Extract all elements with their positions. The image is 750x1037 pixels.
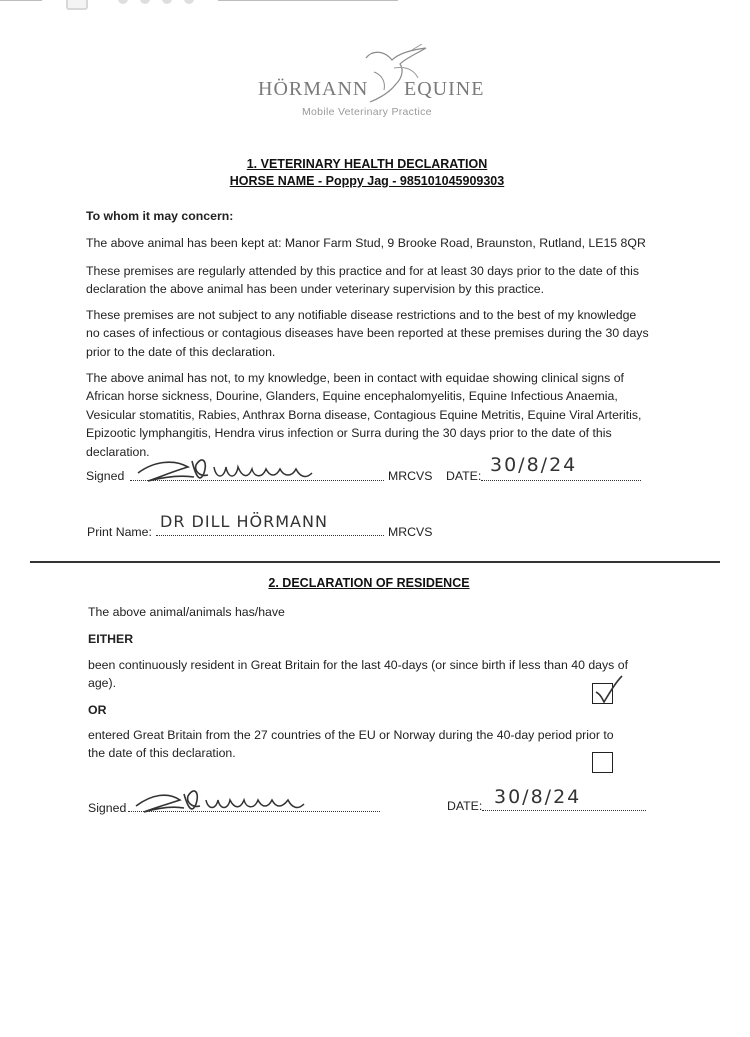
paragraph-contact-equidae: The above animal has not, to my knowledge, been in contact with equidae showing clinical signs of African horse sickness, Dourine, Glanders, Equine encephalomyelitis, Equine Infectious Anaemia, Vesicular stomatitis, Rabies, Anthrax Borna disease, Contagious Equine Metritis, Equine Viral Arteritis, Epizootic lymphangitis, Hendra virus infection or Surra during the 30 days prior to the date of this declaration. xyxy=(86,371,642,459)
print-name-line xyxy=(156,535,384,536)
signed-label-2: Signed xyxy=(88,801,127,815)
practice-logo xyxy=(250,44,490,124)
top-toolbar-dot xyxy=(118,0,128,4)
vet-signature xyxy=(134,447,334,487)
print-name-value: DR DILL HÖRMANN xyxy=(160,512,328,531)
option2-text: entered Great Britain from the 27 countries of the EU or Norway during the 40-day period prior to the date of this declaration. xyxy=(88,728,614,761)
top-toolbar-dot xyxy=(184,0,194,4)
either-label: EITHER xyxy=(88,632,134,646)
or-label: OR xyxy=(88,703,107,717)
date-label-2: DATE: xyxy=(447,799,483,813)
logo-subtitle: Mobile Veterinary Practice xyxy=(302,106,432,118)
premises-address: The above animal has been kept at: Manor Farm Stud, 9 Brooke Road, Braunston, Rutland, LE15 8QR xyxy=(86,236,646,250)
date-label: DATE: xyxy=(446,469,482,483)
signed-label: Signed xyxy=(86,469,125,483)
paragraph-attendance: These premises are regularly attended by this practice and for at least 30 days prior to the date of this declaration the above animal has been under veterinary supervision by this practice. xyxy=(86,264,639,297)
residence-intro: The above animal/animals has/have xyxy=(88,605,285,619)
top-edge-line-left xyxy=(0,0,42,1)
option1-text: been continuously resident in Great Britain for the last 40-days (or since birth if less than 40 days of age). xyxy=(88,658,628,691)
mrcvs-label-2: MRCVS xyxy=(388,525,433,539)
print-name-label: Print Name: xyxy=(87,525,152,539)
option2-checkbox[interactable] xyxy=(592,752,613,773)
date-line-2 xyxy=(482,810,646,811)
logo-name-left: HÖRMANN xyxy=(258,78,369,100)
horse-name-label: HORSE NAME - xyxy=(229,174,326,188)
section-divider xyxy=(30,561,720,563)
date-value-2: 30/8/24 xyxy=(494,786,582,808)
top-toolbar-dot xyxy=(140,0,150,4)
date-line xyxy=(481,480,641,481)
top-edge-line-right xyxy=(218,0,398,1)
check-mark-icon xyxy=(592,672,626,706)
salutation: To whom it may concern: xyxy=(86,209,234,223)
horse-name-line xyxy=(0,174,734,188)
top-toolbar-dot xyxy=(162,0,172,4)
logo-name-right: EQUINE xyxy=(404,78,485,100)
vet-signature-2 xyxy=(132,778,312,818)
paragraph-disease-restrictions: These premises are not subject to any notifiable disease restrictions and to the best of my knowledge no cases of infectious or contagious diseases have been reported at these premises during the 30 days prior to the date of this declaration. xyxy=(86,308,649,359)
section1-title: 1. VETERINARY HEALTH DECLARATION xyxy=(246,157,488,171)
date-value: 30/8/24 xyxy=(490,454,578,476)
top-toolbar-icon xyxy=(66,0,88,10)
section2-title: 2. DECLARATION OF RESIDENCE xyxy=(268,576,470,590)
mrcvs-label: MRCVS xyxy=(388,469,433,483)
horse-name-value: Poppy Jag - 985101045909303 xyxy=(325,174,505,188)
